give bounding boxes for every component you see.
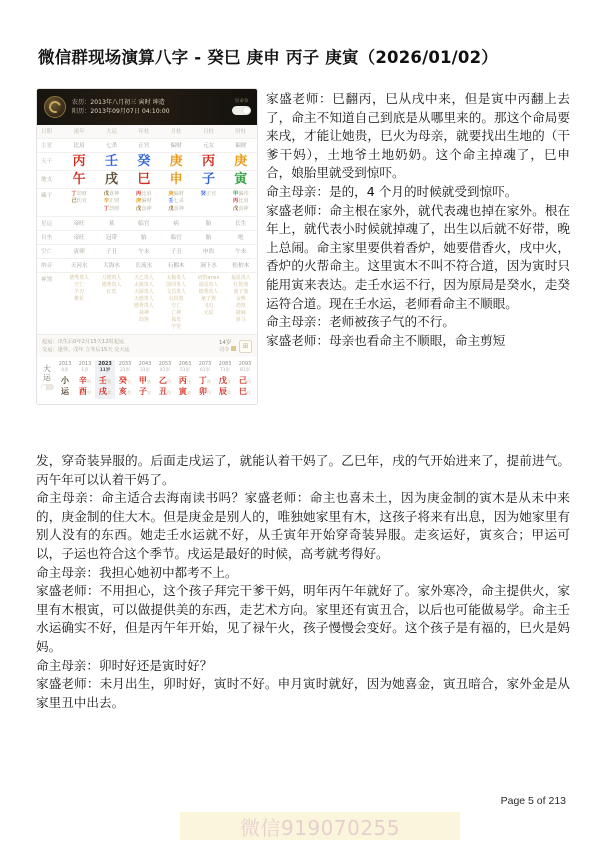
- transcript-right-column: [266, 90, 570, 350]
- star-fortune-label: 星运: [41, 221, 53, 228]
- watermark: [180, 812, 460, 840]
- main-star-cell: 七杀: [105, 143, 118, 149]
- dayun-column[interactable]: [195, 360, 215, 399]
- current-age: 14岁: [218, 340, 232, 347]
- hidden-stem-item: 丙比肩: [136, 191, 152, 197]
- void-label: 空亡: [41, 249, 53, 256]
- shensha-item: 红鸾: [106, 289, 117, 296]
- dayun-branch: 运: [61, 386, 69, 396]
- dayun-stem: 甲枭: [138, 375, 152, 385]
- fortune-start-meta: [219, 338, 252, 354]
- transcript-paragraph: 家盛老师：巳翻丙，巳从戌中来，但是寅中丙翻上去了，命主不知道自己到底是从哪里来的。那这个命局要来戌，才能让她贵，巳火为母亲，就要找出生地的（干爹干妈），土地爷土地奶奶。这个命主掉魂了，巳申合，娘胎里就受到惊吓。: [266, 91, 570, 181]
- transcript-paragraph: 家盛老师：命主根在家外，就代表魂也掉在家外。根在年上，就代表小时候就掉魂了，出生以后就不好带，晚上总闹。命主家里要供着香炉，她要借香火，戌中火，香炉的火帮命主。这里寅木不叫不符合道，因为寅时只能用寅来表达。走壬水运不行，因为原局是癸水，走癸运符合道。现在壬水运，老师看命主不顺眼。: [266, 202, 570, 311]
- main-star-cell: 正官: [138, 143, 150, 149]
- shensha-item: 孤鸾: [171, 317, 182, 324]
- shensha-item: 空亡: [171, 303, 182, 310]
- shensha-item: 德秀贵人: [101, 282, 122, 289]
- shensha-item: 童子煞: [233, 289, 249, 296]
- hidden-stem-item: 戊食神: [136, 205, 152, 212]
- fortune-start-text: [42, 338, 219, 354]
- shensha-item: 天厨贵人: [134, 289, 154, 296]
- dayun-ganzhi: [135, 376, 155, 398]
- shensha-item: 德秀贵人: [134, 303, 154, 310]
- shensha-item: 勾绞煞: [168, 296, 184, 303]
- dayun-column[interactable]: [175, 360, 195, 399]
- earthly-branch-cell: 午: [72, 172, 86, 187]
- hidden-stem-item: 辛正财: [103, 198, 120, 205]
- hidden-stem-item: 壬七杀: [168, 198, 184, 205]
- nayin-cell: 长流水: [135, 263, 153, 270]
- shensha-item: 学堂: [171, 324, 182, 331]
- dayun-column[interactable]: [215, 360, 235, 399]
- transcript-paragraph: 命主母亲：我担心她初中都考不上。: [36, 564, 238, 580]
- dayun-column[interactable]: [55, 360, 75, 399]
- shensha-item: 太极贵人: [166, 275, 186, 282]
- dayun-stem: 丙比: [178, 375, 192, 385]
- dayun-stem: 丁劫: [198, 375, 212, 385]
- dayun-branch: 酉财: [78, 386, 92, 396]
- shensha-cell: [192, 273, 224, 320]
- dayun-age: 11岁: [99, 367, 111, 373]
- nayin-cell: 石榴木: [167, 263, 185, 270]
- jiaoyun-label: 交运：: [42, 347, 58, 354]
- shensha-item: 童子煞: [201, 296, 216, 303]
- heavenly-stem-cell: 庚: [169, 154, 183, 169]
- nayin-cell: 松柏木: [232, 263, 250, 270]
- shensha-item: 禄神: [138, 310, 149, 317]
- nayin-cell: 天河水: [70, 263, 88, 270]
- siling-label: 司令: [218, 347, 230, 354]
- shensha-item: 红艳煞: [233, 282, 249, 289]
- hidden-stems-cell: [95, 189, 127, 216]
- dayun-column[interactable]: [135, 360, 155, 399]
- heavenly-stem-cell: 癸: [137, 154, 151, 169]
- shensha-cell: [128, 273, 160, 327]
- shensha-item: 德秀贵人: [198, 289, 219, 296]
- dayun-age: 81岁: [240, 367, 250, 373]
- shensha-item: 桃花: [74, 296, 85, 303]
- earthly-branch-label: 地支: [41, 177, 53, 183]
- shensha-item: 词馆ател: [197, 275, 220, 282]
- dayun-column[interactable]: [95, 360, 115, 399]
- dayun-age: 51岁: [180, 367, 190, 373]
- app-logo-icon: [44, 96, 66, 118]
- dayun-year: 2083: [218, 361, 232, 368]
- heavenly-stem-label: 天干: [41, 159, 53, 165]
- hidden-stems-cell: [63, 189, 95, 209]
- star-fortune-row: [37, 217, 257, 231]
- star-fortune-cell: 临官: [138, 221, 150, 228]
- self-seat-cell: 胎: [141, 235, 147, 242]
- col-date: 日期: [41, 129, 52, 135]
- self-seat-label: 自坐: [41, 235, 53, 242]
- self-seat-cell: 胎: [205, 235, 212, 242]
- heavenly-stem-row: [37, 153, 257, 171]
- dayun-columns: [55, 360, 255, 399]
- hidden-stems-row: [37, 189, 257, 217]
- dayun-stem: 辛财: [78, 375, 92, 385]
- shensha-item: 福星贵人: [231, 275, 251, 282]
- age-group: [219, 338, 236, 354]
- dayun-year: 2043: [138, 361, 152, 368]
- dayun-year: 2073: [198, 361, 212, 368]
- lunar-value: 2013年八月初三 寅时 坤造: [90, 99, 165, 106]
- star-fortune-cell: 胎: [205, 221, 212, 228]
- hidden-stems-label: 藏干: [41, 193, 53, 199]
- dayun-branch: 亥杀: [118, 386, 132, 396]
- transcript-paragraph: 命主母亲：是的，4 个月的时候就受到惊吓。: [266, 183, 518, 199]
- col-hour-pillar: 时柱: [235, 129, 247, 135]
- shensha-item: 金舆: [235, 296, 246, 303]
- dayun-column[interactable]: [115, 360, 135, 399]
- dayun-label-char1: 大: [43, 364, 51, 374]
- expand-icon[interactable]: ⊞: [239, 340, 252, 353]
- dayun-year: 2063: [178, 361, 192, 368]
- main-star-cell: 偏财: [170, 143, 182, 149]
- transcript-paragraph: 家盛老师：母亲也看命主不顺眼，命主剪短: [266, 332, 506, 348]
- dayun-age: 71岁: [220, 367, 230, 373]
- shensha-item: 文昌贵人: [166, 289, 186, 296]
- shensha-cell: [160, 273, 192, 334]
- shensha-item: 亡神: [171, 310, 182, 317]
- dayun-stem: 壬杀: [98, 375, 112, 385]
- page-title: 微信群现场演算八字 - 癸巳 庚申 丙子 庚寅（2026/01/02）: [38, 48, 498, 67]
- shensha-item: 劫煞: [138, 317, 149, 324]
- jiaoyun-value: 逢癸、戊年 立冬后15天 交大运: [57, 347, 130, 354]
- show-ming-shen-toggle-group[interactable]: [232, 99, 251, 115]
- hidden-stem-item: 戊食神: [168, 205, 184, 212]
- hidden-stem-item: 庚偏财: [168, 191, 184, 197]
- self-seat-cell: 绝: [238, 235, 244, 242]
- transcript-paragraph: 命主母亲：命主适合去海南读书吗？家盛老师：命主也喜未土，因为庚金制的寅木是从未中来的，庚金制的住大木。但是庚金是别人的，唯独她家里有木，这孩子将来有出息，因为她家里有别人没有的东西。她走壬水运就不好，从壬寅年开始穿奇装异服。走亥运好，寅亥合；甲运可以，子运也符合这个季节。戌运是最好的时候，高考就考得好。: [36, 490, 570, 561]
- lunar-label: 农历：: [72, 99, 91, 106]
- col-year-pillar: 年柱: [138, 129, 150, 135]
- dayun-year: 2023: [98, 361, 112, 368]
- void-cell: 午未: [235, 249, 247, 256]
- dayun-toggle[interactable]: [41, 384, 54, 390]
- fortune-start-info: [37, 334, 257, 357]
- transcript-paragraph: 发，穿奇装异服的。后面走戌运了，就能认着干妈了。乙巳年，戌的气开始进来了，提前进气。丙午年可以认着干妈了。: [36, 453, 570, 487]
- dayun-ganzhi: [115, 376, 135, 398]
- col-day-pillar: 日柱: [203, 129, 214, 135]
- hidden-stem-item: 戊食神: [103, 191, 120, 197]
- shensha-cell: [95, 273, 127, 299]
- dayun-stem: 己伤: [238, 375, 252, 385]
- shensha-label: 神煞: [41, 277, 53, 284]
- shensha-cell: [63, 273, 95, 306]
- dayun-branch: 丑伤: [158, 386, 172, 396]
- watermark-text: 微信919070255: [239, 815, 401, 840]
- dayun-year: 2013: [58, 361, 72, 368]
- dayun-branch: 戌食: [98, 386, 112, 396]
- void-cell: 子丑: [105, 249, 118, 256]
- dayun-ganzhi: [55, 376, 75, 398]
- shensha-item: 披麻: [235, 310, 246, 317]
- hidden-stem-item: 庚偏财: [136, 198, 152, 205]
- hidden-stems-cell: [225, 189, 257, 216]
- shensha-item: 劫煞: [235, 303, 246, 310]
- dayun-column[interactable]: [75, 360, 95, 399]
- solar-label: 阳历：: [72, 108, 91, 115]
- void-cell: 午未: [138, 249, 150, 256]
- shensha-item: 德秀贵人: [69, 275, 89, 282]
- solar-date-line: [72, 107, 232, 116]
- dayun-column[interactable]: [155, 360, 175, 399]
- dayun-year: 2033: [118, 361, 132, 368]
- star-fortune-cell: 帝旺: [73, 221, 85, 228]
- hidden-stem-item: 丙比肩: [233, 198, 249, 205]
- shensha-item: 天德贵人: [134, 296, 154, 303]
- self-seat-cell: 临官: [170, 235, 182, 242]
- nayin-row: [37, 259, 257, 273]
- nayin-cell: 大海水: [103, 263, 120, 270]
- main-star-label: 主星: [41, 143, 53, 149]
- col-dayun[interactable]: 大运: [106, 129, 117, 135]
- dayun-label-group[interactable]: [39, 360, 55, 399]
- shensha-item: 元辰: [203, 310, 214, 317]
- solar-value: 2013年09月07日 04:10:00: [90, 108, 170, 115]
- shensha-item: 天乙贵人: [134, 275, 154, 282]
- shensha-item: 国印贵人: [166, 282, 186, 289]
- dayun-ganzhi: [155, 376, 175, 398]
- transcript-paragraph: 命主母亲：老师被孩子气的不行。: [266, 314, 455, 330]
- birth-info: [72, 98, 232, 116]
- nayin-label: 纳音: [41, 263, 53, 270]
- hidden-stem-item: 丁劫财: [103, 205, 120, 212]
- shensha-item: 驿马: [235, 317, 246, 324]
- siling-swatch: [231, 346, 236, 351]
- col-month-pillar: 月柱: [170, 129, 182, 135]
- dayun-column[interactable]: [235, 360, 255, 399]
- dayun-ganzhi: [215, 376, 235, 398]
- dayun-label-char2: 运: [43, 373, 51, 383]
- shensha-item: 羊刃: [74, 289, 85, 296]
- toggle-label: 显命身: [234, 99, 249, 104]
- hidden-stem-item: 癸正官: [200, 191, 217, 197]
- main-star-cell: 偏财: [235, 143, 247, 149]
- dayun-stem: 小: [61, 375, 69, 385]
- siling-line: [219, 346, 236, 354]
- heavenly-stem-cell: 壬: [104, 154, 118, 169]
- dayun-ganzhi: [235, 376, 255, 398]
- dayun-ganzhi: [195, 376, 215, 398]
- bazi-table: [37, 125, 257, 334]
- earthly-branch-cell: 申: [169, 172, 183, 187]
- self-seat-cell: 帝旺: [73, 235, 85, 242]
- shensha-row: [37, 273, 257, 334]
- dayun-age: 41岁: [160, 367, 170, 373]
- shensha-item: 福星贵人: [198, 282, 219, 289]
- void-row: [37, 245, 257, 259]
- shensha-item: 空亡: [74, 282, 85, 289]
- hidden-stem-item: 己伤官: [71, 198, 87, 205]
- shensha-item: 太极贵人: [134, 282, 154, 289]
- dayun-branch: 辰食: [218, 386, 232, 396]
- transcript-wide-column: [36, 452, 570, 712]
- hidden-stem-item: 甲偏印: [233, 191, 249, 197]
- qiyun-value: 出生后0年2月15天12时起运: [57, 339, 125, 346]
- dayun-age: 21岁: [120, 367, 130, 373]
- star-fortune-cell: 病: [173, 221, 179, 228]
- bazi-card-header: [37, 89, 257, 125]
- hidden-stem-item: 丁劫财: [71, 191, 87, 197]
- main-star-cell: 元女: [202, 143, 215, 149]
- star-fortune-cell: 墓: [108, 221, 115, 228]
- shensha-cell: [225, 273, 257, 327]
- earthly-branch-cell: 子: [201, 172, 215, 187]
- page-number: Page 5 of 213: [500, 795, 566, 807]
- bazi-chart-card: [36, 88, 258, 405]
- void-cell: 申酉: [202, 249, 215, 256]
- shensha-item: 月德贵人: [101, 275, 122, 282]
- dayun-strip: [37, 357, 257, 404]
- show-ming-shen-toggle[interactable]: [232, 106, 251, 115]
- dayun-age: 0岁: [61, 367, 69, 373]
- jiaoyun-line: [42, 346, 219, 354]
- heavenly-stem-cell: 丙: [201, 154, 215, 169]
- hidden-stems-cell: [160, 189, 192, 216]
- dayun-ganzhi: [95, 376, 115, 398]
- transcript-paragraph: 命主母亲：卯时好还是寅时好？: [36, 657, 213, 673]
- hidden-stem-item: 戊食神: [233, 205, 249, 212]
- hidden-stems-cell: [192, 189, 224, 201]
- shensha-item: 飞刃: [203, 303, 214, 310]
- dayun-branch: 巳比: [238, 386, 252, 396]
- main-star-row: [37, 139, 257, 153]
- lunar-date-line: [72, 98, 232, 107]
- dayun-branch: 子官: [138, 386, 152, 396]
- transcript-paragraph: 家盛老师：未月出生，卯时好，寅时不好。申月寅时就好，因为她喜金，寅丑暗合，家外金是从家里丑中出去。: [36, 676, 570, 710]
- dayun-ganzhi: [75, 376, 95, 398]
- heavenly-stem-cell: 丙: [72, 154, 86, 169]
- dayun-stem: 乙印: [158, 375, 172, 385]
- earthly-branch-cell: 戌: [104, 172, 118, 187]
- dayun-branch: 卯印: [198, 386, 212, 396]
- dayun-age: 61岁: [200, 367, 210, 373]
- dayun-branch: 寅枭: [178, 386, 192, 396]
- qiyun-line: [42, 338, 219, 346]
- dayun-age: 31岁: [140, 367, 150, 373]
- dayun-year: 2013: [78, 361, 92, 368]
- nayin-cell: 涧下水: [200, 263, 217, 270]
- earthly-branch-cell: 寅: [234, 172, 248, 187]
- void-cell: 子丑: [170, 249, 182, 256]
- col-liunian[interactable]: 流年: [73, 129, 85, 135]
- self-seat-cell: 冠带: [105, 235, 118, 242]
- dayun-ganzhi: [175, 376, 195, 398]
- earthly-branch-row: [37, 171, 257, 189]
- void-cell: 寅卯: [73, 249, 85, 256]
- self-seat-row: [37, 231, 257, 245]
- earthly-branch-cell: 巳: [137, 172, 151, 187]
- dayun-year: 2053: [158, 361, 172, 368]
- transcript-paragraph: 家盛老师：不用担心，这个孩子拜完干爹干妈，明年丙午年就好了。家外寒冷，命主提供火，家里有木根寅，可以做提供美的东西，走艺术方向。家里还有寅丑合，以后也可能做易学。命主壬水运确实不好，但是丙午年开始，见了禄午火，孩子慢慢会变好。这个孩子是有福的，巳火是妈妈。: [36, 583, 570, 654]
- bazi-column-header-row: [37, 125, 257, 139]
- star-fortune-cell: 长生: [235, 221, 247, 228]
- heavenly-stem-cell: 庚: [234, 154, 248, 169]
- dayun-stem: 癸官: [118, 375, 132, 385]
- main-star-cell: 比肩: [73, 143, 85, 149]
- hidden-stems-cell: [128, 189, 160, 216]
- qiyun-label: 起运：: [42, 339, 58, 346]
- dayun-stem: 戊食: [218, 375, 232, 385]
- dayun-age: 1岁: [81, 367, 89, 373]
- dayun-year: 2093: [238, 361, 252, 368]
